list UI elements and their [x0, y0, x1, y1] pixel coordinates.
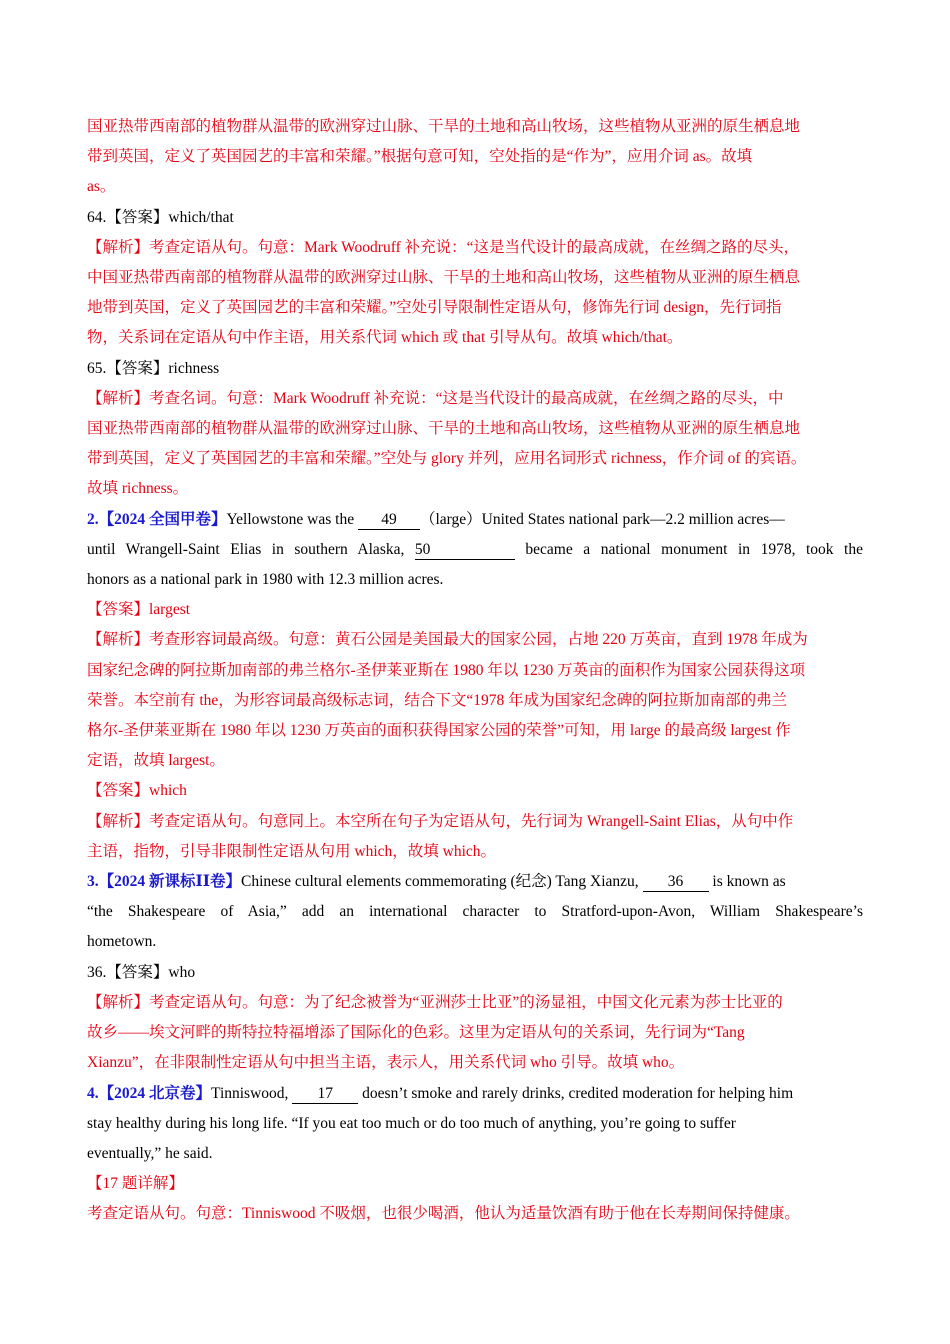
answer-largest: 【答案】largest: [87, 601, 191, 619]
analysis-line: 国亚热带西南部的植物群从温带的欧洲穿过山脉、干旱的土地和高山牧场，这些植物从亚洲的原生栖息地: [87, 420, 801, 438]
answer-which: 【答案】which: [87, 782, 187, 800]
question-source: 【2024 全国甲卷】: [98, 510, 227, 528]
question-2-line3: honors as a national park in 1980 with 12.3 million acres.: [87, 571, 444, 589]
question-4-line3: eventually,” he said.: [87, 1144, 213, 1162]
analysis-line: 故填 richness。: [87, 480, 189, 498]
question-4-line2: stay healthy during his long life. “If you eat too much or do too much of anything, you’re going to suffer: [87, 1114, 736, 1132]
analysis-line: 故乡——埃文河畔的斯特拉特福增添了国际化的色彩。这里为定语从句的关系词，先行词为“Tang: [87, 1024, 745, 1042]
analysis-line: 物，关系词在定语从句中作主语，用关系代词 which 或 that 引导从句。故填 which/that。: [87, 329, 683, 347]
blank-50: 50: [415, 541, 515, 560]
analysis-line: Xianzu”，在非限制性定语从句中担当主语，表示人，用关系代词 who 引导。故填 who。: [87, 1054, 685, 1072]
answer-36: 36.【答案】who: [87, 963, 196, 981]
analysis-line: 带到英国，定义了英国园艺的丰富和荣耀。”根据句意可知，空处指的是“作为”，应用介词 as。故填: [87, 148, 753, 166]
document-page: [87, 112, 863, 1230]
analysis-line: 定语，故填 largest。: [87, 752, 225, 770]
analysis-line: 【解析】考查定语从句。句意同上。本空所在句子为定语从句，先行词为 Wrangell-Saint Elias，从句中作: [87, 812, 794, 830]
answer-64: 64.【答案】which/that: [87, 208, 234, 226]
question-number: 4.: [87, 1084, 99, 1102]
question-number: 2.: [87, 510, 99, 528]
analysis-line: 格尔-圣伊莱亚斯在 1980 年以 1230 万英亩的面积获得国家公园的荣誉”可知，用 large 的最高级 largest 作: [87, 722, 791, 740]
question-2-line2: until Wrangell-Saint Elias in southern Alaska, 50 became a national monument in 1978, took the: [87, 540, 863, 558]
analysis-line: 【解析】考查定语从句。句意：为了纪念被誉为“亚洲莎士比亚”的汤显祖，中国文化元素为莎士比亚的: [87, 993, 783, 1011]
detail-17-heading: 【17 题详解】: [87, 1175, 184, 1193]
question-source: 【2024 新课标ⅠⅠ卷】: [98, 873, 242, 891]
blank-17: 17: [292, 1085, 358, 1104]
question-source: 【2024 北京卷】: [98, 1084, 212, 1102]
blank-49: 49: [358, 511, 420, 530]
analysis-line: 国亚热带西南部的植物群从温带的欧洲穿过山脉、干旱的土地和高山牧场，这些植物从亚洲的原生栖息地: [87, 118, 801, 135]
question-number: 3.: [87, 873, 99, 891]
analysis-line: 考查定语从句。句意：Tinniswood 不吸烟，也很少喝酒，他认为适量饮酒有助于他在长寿期间保持健康。: [87, 1205, 800, 1223]
question-3-line3: hometown.: [87, 933, 157, 951]
question-4-line1: 4.【2024 北京卷】Tinniswood, 17 doesn’t smoke and rarely drinks, credited moderation for helping him: [87, 1084, 794, 1102]
analysis-line: 带到英国，定义了英国园艺的丰富和荣耀。”空处与 glory 并列，应用名词形式 richness，作介词 of 的宾语。: [87, 450, 807, 468]
analysis-line: 地带到英国，定义了英国园艺的丰富和荣耀。”空处引导限制性定语从句，修饰先行词 design，先行词指: [87, 299, 782, 317]
analysis-line: 国家纪念碑的阿拉斯加南部的弗兰格尔-圣伊莱亚斯在 1980 年以 1230 万英亩的面积作为国家公园获得这项: [87, 661, 806, 679]
answer-65: 65.【答案】richness: [87, 359, 220, 377]
question-3-line1: 3.【2024 新课标ⅠⅠ卷】Chinese cultural elements commemorating (纪念) Tang Xianzu, 36 is known as: [87, 873, 786, 891]
question-3-line2: “the Shakespeare of Asia,” add an international character to Stratford-upon-Avon, William Shakespeare’s: [87, 903, 863, 921]
analysis-line: 中国亚热带西南部的植物群从温带的欧洲穿过山脉、干旱的土地和高山牧场，这些植物从亚洲的原生栖息: [87, 269, 801, 287]
analysis-line: as。: [87, 178, 116, 196]
question-2-line1: 2.【2024 全国甲卷】Yellowstone was the 49 （large）United States national park—2.2 million acres—: [87, 510, 785, 528]
analysis-line: 【解析】考查定语从句。句意：Mark Woodruff 补充说：“这是当代设计的最高成就，在丝绸之路的尽头，: [87, 238, 800, 256]
analysis-line: 荣誉。本空前有 the，为形容词最高级标志词，结合下文“1978 年成为国家纪念碑的阿拉斯加南部的弗兰: [87, 691, 788, 709]
analysis-line: 主语，指物，引导非限制性定语从句用 which，故填 which。: [87, 842, 497, 860]
analysis-line: 【解析】考查形容词最高级。句意：黄石公园是美国最大的国家公园，占地 220 万英亩，直到 1978 年成为: [87, 631, 808, 649]
analysis-line: 【解析】考查名词。句意：Mark Woodruff 补充说：“这是当代设计的最高成就，在丝绸之路的尽头，中: [87, 389, 784, 407]
blank-36: 36: [643, 873, 709, 892]
